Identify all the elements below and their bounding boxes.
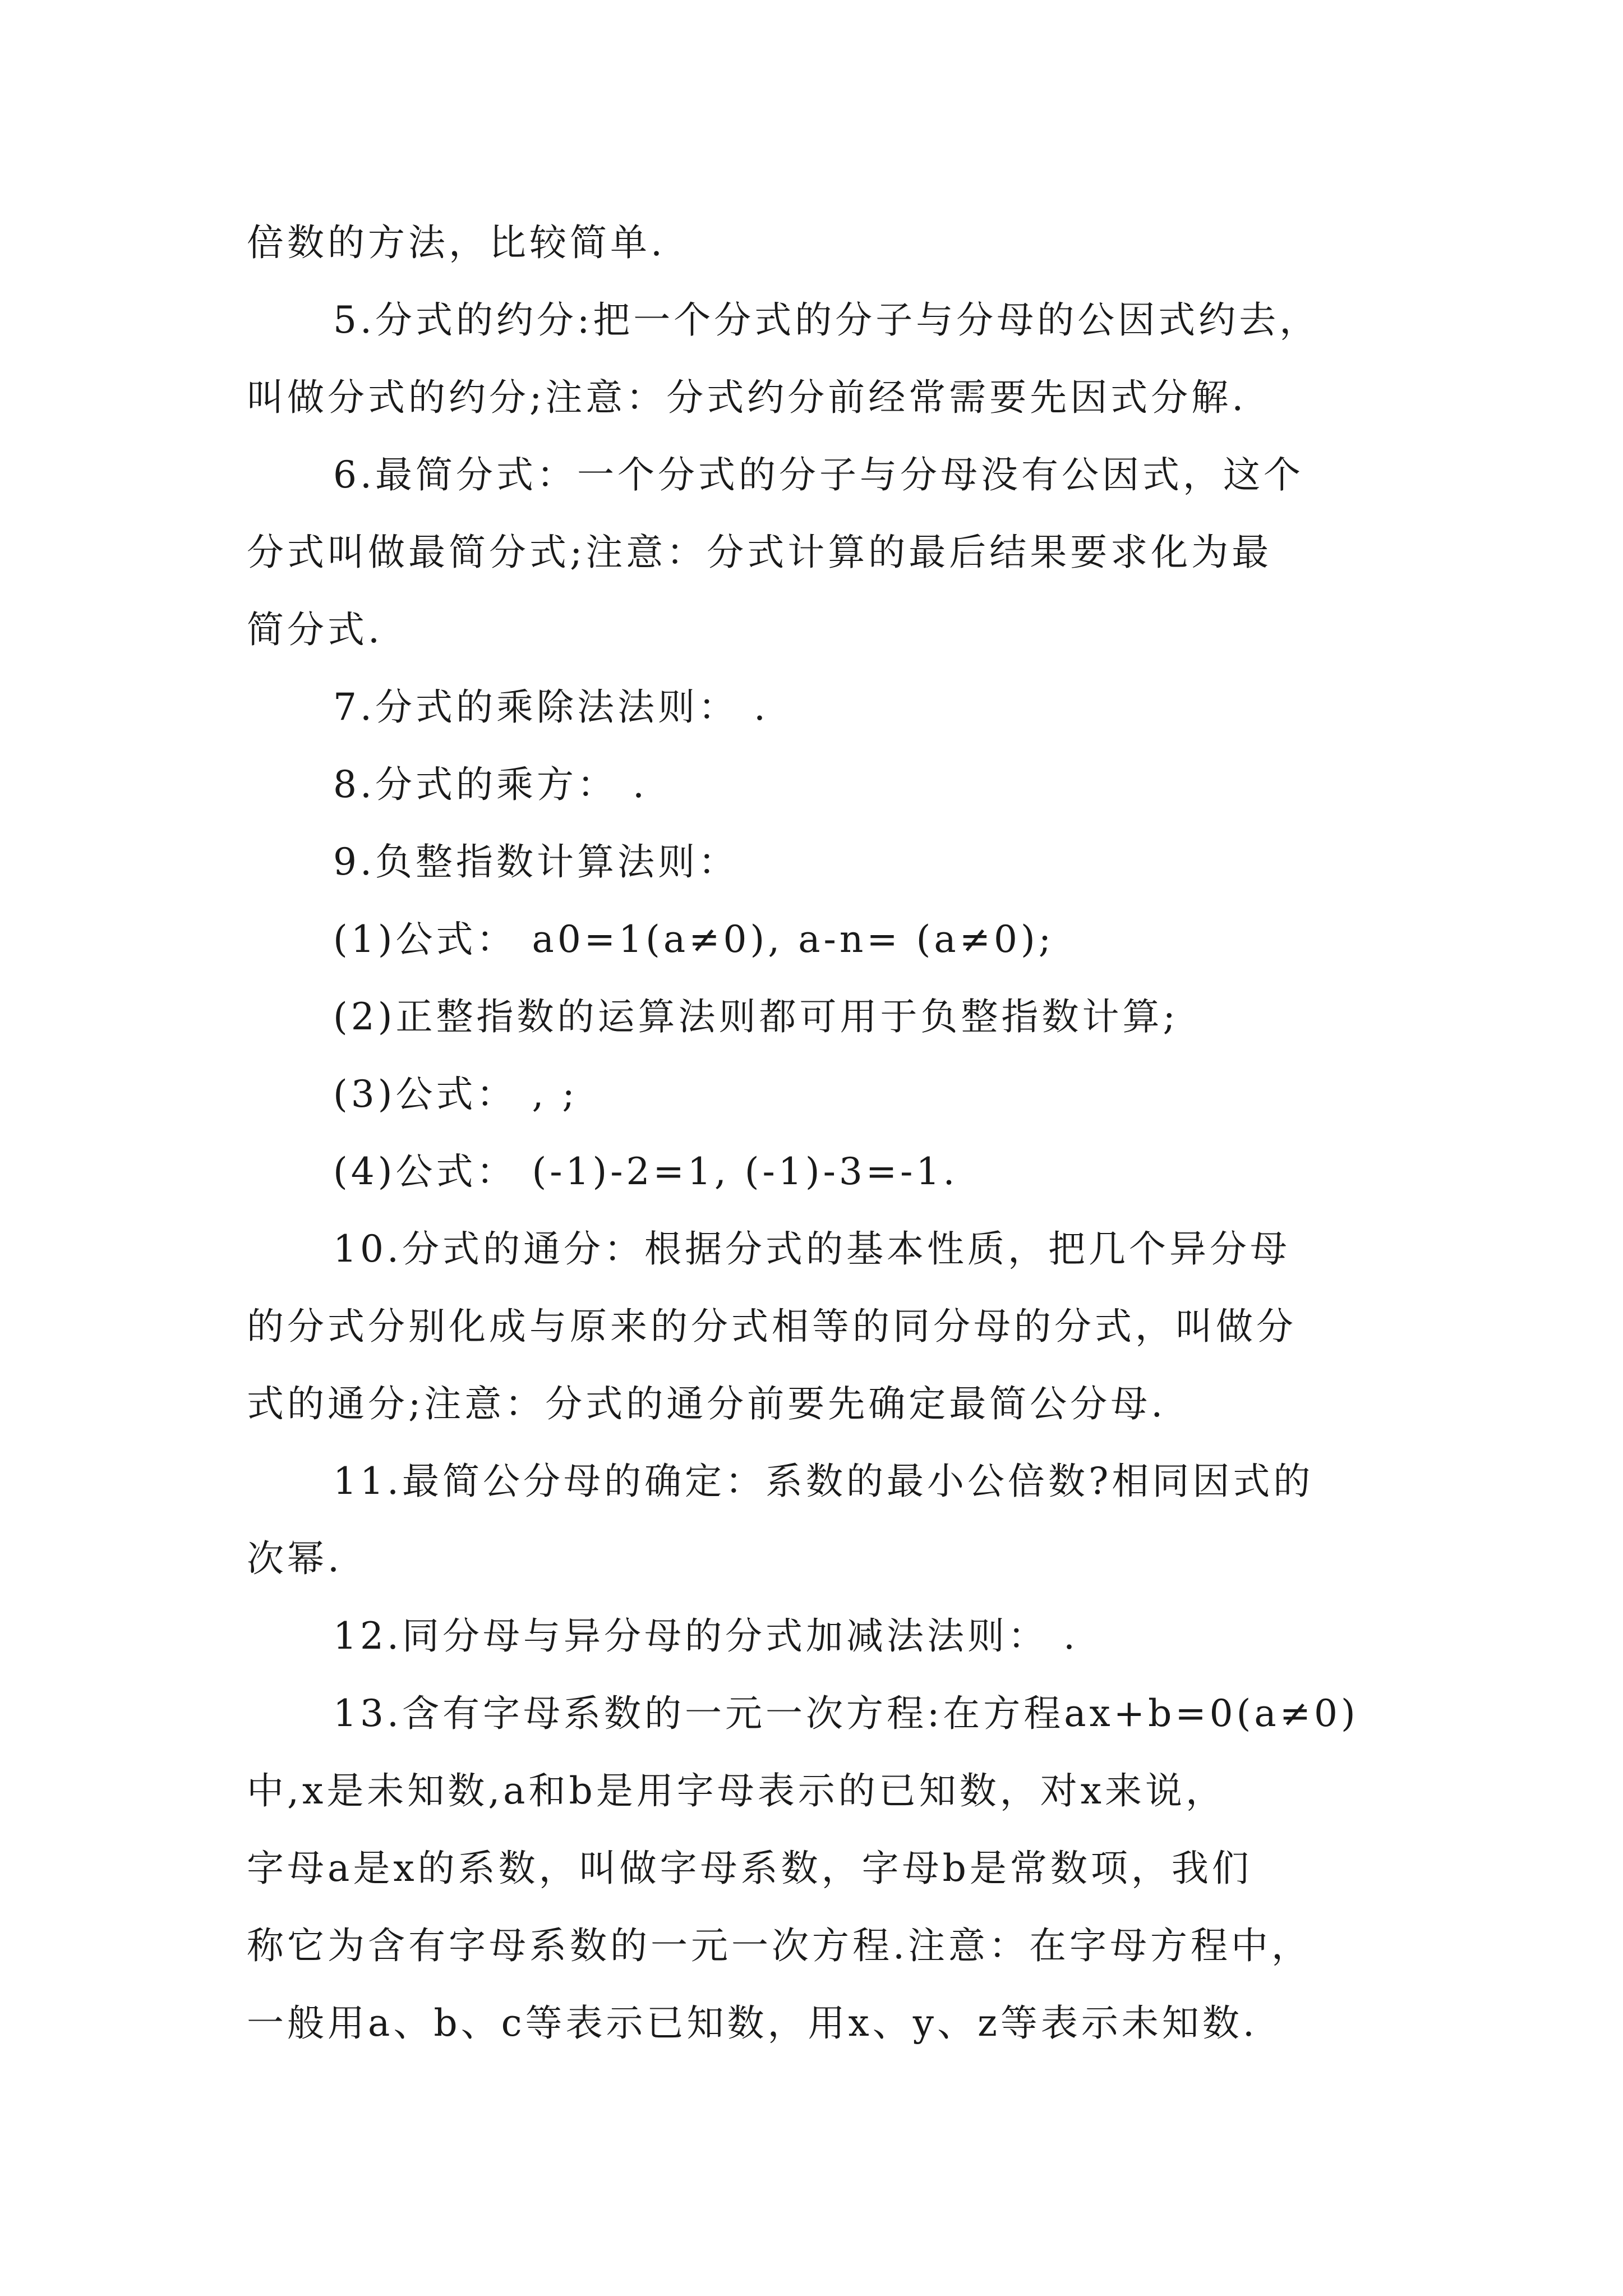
text-line: (4)公式： (-1)-2=1, (-1)-3=-1. — [333, 1150, 958, 1193]
text-line: 一般用a、b、c等表示已知数，用x、y、z等表示未知数. — [247, 2001, 1258, 2045]
text-line: 简分式. — [247, 608, 383, 651]
text-line: 次幂. — [247, 1537, 343, 1580]
text-line: 9.负整指数计算法则： — [333, 840, 739, 884]
text-line: 式的通分;注意：分式的通分前要先确定最简公分母. — [247, 1382, 1166, 1425]
text-line: 6.最简分式：一个分式的分子与分母没有公因式，这个 — [333, 453, 1304, 496]
text-line: 11.最简公分母的确定：系数的最小公倍数?相同因式的 — [333, 1460, 1314, 1503]
text-line: 5.分式的约分:把一个分式的分子与分母的公因式约去， — [333, 298, 1320, 342]
text-line: 称它为含有字母系数的一元一次方程.注意：在字母方程中， — [247, 1924, 1312, 1967]
text-line: 13.含有字母系数的一元一次方程:在方程ax+b=0(a≠0) — [333, 1692, 1359, 1735]
text-line: 12.同分母与异分母的分式加减法法则： . — [333, 1614, 1078, 1658]
text-line: (1)公式： a0=1(a≠0), a-n= (a≠0); — [333, 918, 1055, 961]
text-line: (3)公式： , ; — [333, 1073, 578, 1116]
text-line: 的分式分别化成与原来的分式相等的同分母的分式，叫做分 — [247, 1305, 1297, 1348]
text-line: 中,x是未知数,a和b是用字母表示的已知数，对x来说， — [247, 1769, 1226, 1812]
text-line: 10.分式的通分：根据分式的基本性质，把几个异分母 — [333, 1227, 1290, 1271]
text-line: 8.分式的乘方： . — [333, 763, 648, 806]
text-line: 字母a是x的系数，叫做字母系数，字母b是常数项，我们 — [247, 1847, 1252, 1890]
text-line: 7.分式的乘除法法则： . — [333, 685, 769, 729]
text-line: (2)正整指数的运算法则都可用于负整指数计算; — [333, 995, 1179, 1038]
text-line: 倍数的方法，比较简单. — [247, 221, 666, 264]
text-line: 叫做分式的约分;注意：分式约分前经常需要先因式分解. — [247, 376, 1247, 419]
text-line: 分式叫做最简分式;注意：分式计算的最后结果要求化为最 — [247, 531, 1272, 574]
